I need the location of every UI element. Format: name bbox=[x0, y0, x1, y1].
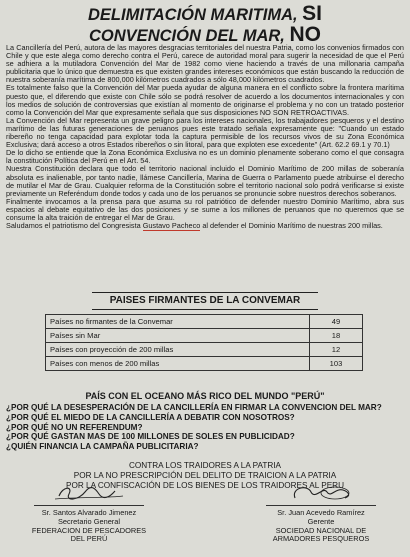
paragraph: Nuestra Constitución declara que todo el territorio nacional incluido el Dominio Marítimo de 200 millas de soberanía absoluta es inalienable, por tanto nadie, llámese Cancillería, Marina de Guerra o Parlamento puede atribuirse el derecho de mutilar el Mar de Grau. Cualquier reforma de la Constitución sobre el territorio nacional solo podrá verificarse si existe previamente un Referéndum donde todos y cada uno de los peruanos se pronuncie sobre nuestros derechos soberanos. bbox=[6, 164, 404, 198]
paragraph: Finalmente invocamos a la prensa para que asuma su rol patriótico de defender nuestro Dominio Marítimo, abra sus espacios al debate equitativo de las dos posiciones y se sume a los millones de peruanos que no queremos que se consume la alta traición de entregar el Mar de Grau. bbox=[6, 196, 404, 222]
signature-line bbox=[34, 505, 144, 506]
question: ¿POR QUÉ GASTAN MAS DE 100 MILLONES DE SOLES EN PUBLICIDAD? bbox=[6, 432, 295, 442]
signer-role: Gerente bbox=[307, 516, 335, 526]
table-row bbox=[46, 315, 363, 329]
signer-name: Sr. Juan Acevedo Ramírez bbox=[277, 508, 365, 517]
signer-name: Sr. Santos Alvarado Jimenez bbox=[41, 508, 137, 517]
questions-list bbox=[6, 403, 404, 452]
row-label: Países con proyección de 200 millas bbox=[46, 343, 310, 357]
row-label: Países sin Mar bbox=[46, 329, 310, 343]
headline-line-2-emphasis: NO bbox=[289, 23, 321, 46]
closing-line: POR LA CONFISCACIÓN DE LOS BIENES DE LOS TRAIDORES AL PERU bbox=[66, 480, 344, 490]
paragraph: Es totalmente falso que la Convención del Mar pueda ayudar de alguna manera en el conflicto sobre la frontera marítima puesto que, el diferendo que existe con Chile sólo se podrá resolver de acuerdo a los documentos internacionales y con los medios de solución de controversias que existían al momento de originarse el problema y no con un tratado posterior como la Convención del Mar que expresamente señala que sus disposiciones NO SON RETROACTIVAS. bbox=[6, 83, 404, 117]
signature-block-left bbox=[14, 482, 164, 544]
paragraph: De lo dicho se entiende que la Zona Económica Exclusiva no es un dominio plenamente soberano como el que consagra la constitución Política del Perú en el Art. 54. bbox=[6, 148, 404, 166]
signer-org: SOCIEDAD NACIONAL DE bbox=[275, 525, 367, 535]
signature-block-right bbox=[246, 482, 396, 544]
signer-org: DEL PERÚ bbox=[70, 534, 108, 544]
divider bbox=[92, 292, 318, 293]
question: ¿POR QUÉ LA DESESPERACIÓN DE LA CANCILLERÍA EN FIRMAR LA CONVENCION DEL MAR? bbox=[6, 403, 382, 412]
closing-line: POR LA NO PRESCRIPCIÓN DEL DELITO DE TRAICION A LA PATRIA bbox=[73, 470, 337, 480]
congressman-name: Gustavo Pacheco bbox=[142, 221, 201, 231]
article-body bbox=[6, 44, 404, 230]
closing-line: CONTRA LOS TRAIDORES A LA PATRIA bbox=[129, 461, 281, 470]
row-label: Países no firmantes de la Convemar bbox=[46, 315, 310, 329]
row-label: Países con menos de 200 millas bbox=[46, 357, 310, 371]
paragraph bbox=[6, 222, 404, 230]
row-value: 103 bbox=[310, 357, 363, 371]
paragraph-text: al defender el Dominio Marítimo de nuestras 200 millas. bbox=[200, 221, 383, 231]
table-row bbox=[46, 343, 363, 357]
handwritten-signature-icon bbox=[29, 482, 149, 504]
divider bbox=[92, 309, 318, 310]
row-value: 18 bbox=[310, 329, 363, 343]
paragraph: La Cancillería del Perú, autora de las mayores desgracias territoriales del nuestra Patria, como los convenios firmados con Chile y que este alega como derecho contra el Perú, carece de autoridad moral para sugerir la necesidad de que el Perú se adhiera a la mutiladora Convención del Mar de 1982 como viene haciendo a través de una millonaria campaña publicitaria que lo único que demuestra es que existen grandes intereses económicos que están buscando la reducción de nuestra soberanía marítima de 800,000 kilómetros cuadrados a sólo 48,000 kilómetros cuadrados. bbox=[6, 43, 404, 85]
headline-line-1 bbox=[0, 4, 410, 25]
question: ¿POR QUÉ NO UN REFERENDUM? bbox=[6, 422, 143, 432]
headline bbox=[0, 4, 410, 46]
headline-line-1-text: DELIMITACIÓN MARITIMA, bbox=[87, 6, 298, 24]
headline-line-1-emphasis: SI bbox=[302, 2, 323, 25]
paragraph-text: Saludamos el patriotismo del Congresista bbox=[6, 221, 143, 231]
signer-role: Secretario General bbox=[57, 516, 121, 526]
table-row bbox=[46, 357, 363, 371]
row-value: 12 bbox=[310, 343, 363, 357]
countries-table bbox=[45, 314, 363, 371]
row-value: 49 bbox=[310, 315, 363, 329]
slogan: PAÍS CON EL OCEANO MÁS RICO DEL MUNDO "PERÚ" bbox=[85, 391, 325, 401]
signer-org: ARMADORES PESQUEROS bbox=[272, 534, 370, 544]
question: ¿QUIÉN FINANCIA LA CAMPAÑA PUBLICITARIA? bbox=[6, 442, 199, 452]
table-row bbox=[46, 329, 363, 343]
table-title: PAISES FIRMANTES DE LA CONVEMAR bbox=[109, 295, 301, 306]
headline-line-2-text: CONVENCIÓN DEL MAR, bbox=[89, 27, 285, 45]
signature-line bbox=[266, 505, 376, 506]
handwritten-signature-icon bbox=[261, 482, 381, 504]
signer-org: FEDERACION DE PESCADORES bbox=[31, 525, 147, 535]
question: ¿POR QUÉ EL MIEDO DE LA CANCILLERÍA A DEBATIR CON NOSOTROS? bbox=[6, 412, 295, 422]
paragraph: La Convención del Mar representa un grave peligro para los intereses nacionales, los trabajadores pesqueros y el destino marítimo de las futuras generaciones de peruanos pues este tratado señala expresamente que: "Cuando un estado ribereño no tenga capacidad para explotar toda la captura permisible de los recursos vivos de su Zona Económica Exclusiva; dará acceso a otros Estados ribereños o sin litoral, para que exploten ese excedente" (Art. 62.2 69.1 y 70.1) bbox=[6, 115, 404, 150]
